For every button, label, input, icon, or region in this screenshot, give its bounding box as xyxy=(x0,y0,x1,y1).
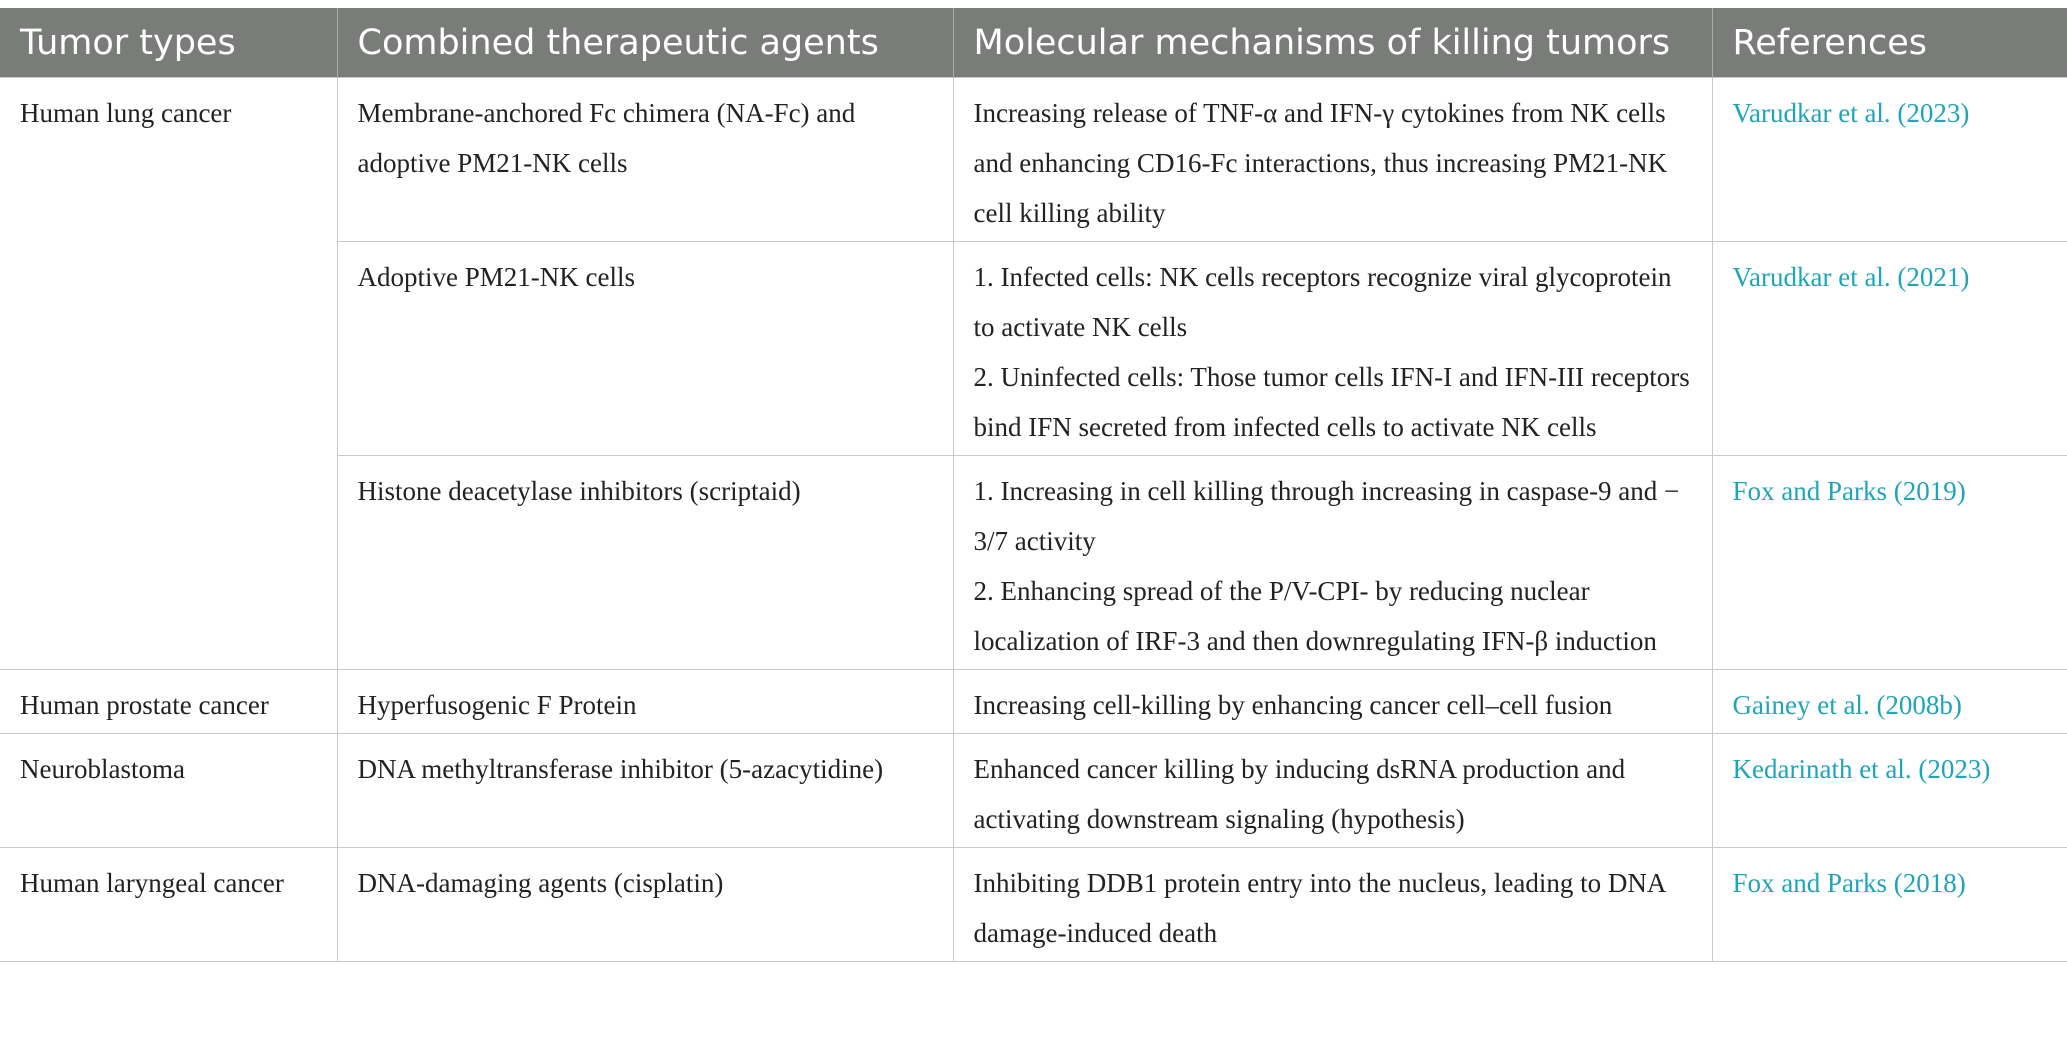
tumor-type-cell: Human lung cancer xyxy=(0,78,337,670)
reference-cell xyxy=(1712,242,2067,456)
mechanism-cell xyxy=(953,456,1712,670)
mechanism-text: 2. Uninfected cells: Those tumor cells IFN-I and IFN-III receptors bind IFN secreted from infected cells to activate NK cells xyxy=(973,362,1690,442)
mechanism-cell xyxy=(953,242,1712,456)
mechanism-text: 1. Increasing in cell killing through increasing in caspase-9 and − 3/7 activity xyxy=(973,476,1680,556)
table-row xyxy=(0,78,2067,242)
agent-cell: Hyperfusogenic F Protein xyxy=(337,670,953,734)
reference-cell xyxy=(1712,734,2067,848)
mechanism-text: Increasing release of TNF-α and IFN-γ cytokines from NK cells and enhancing CD16-Fc interactions, thus increasing PM21-NK cell killing ability xyxy=(973,98,1668,228)
table-row xyxy=(0,670,2067,734)
agent-cell: DNA-damaging agents (cisplatin) xyxy=(337,848,953,962)
mechanism-cell xyxy=(953,734,1712,848)
reference-link[interactable]: Gainey et al. (2008b) xyxy=(1732,690,1962,720)
agent-cell: Adoptive PM21-NK cells xyxy=(337,242,953,456)
mechanism-text: Enhanced cancer killing by inducing dsRNA production and activating downstream signaling (hypothesis) xyxy=(973,754,1626,834)
reference-link[interactable]: Fox and Parks (2018) xyxy=(1732,868,1966,898)
header-mechanisms: Molecular mechanisms of killing tumors xyxy=(953,8,1712,78)
mechanism-cell xyxy=(953,848,1712,962)
reference-link[interactable]: Varudkar et al. (2023) xyxy=(1732,98,1970,128)
reference-cell xyxy=(1712,848,2067,962)
agent-cell: Histone deacetylase inhibitors (scriptaid) xyxy=(337,456,953,670)
reference-link[interactable]: Fox and Parks (2019) xyxy=(1732,476,1966,506)
tumor-type-cell: Neuroblastoma xyxy=(0,734,337,848)
header-tumor-types: Tumor types xyxy=(0,8,337,78)
header-references: References xyxy=(1712,8,2067,78)
mechanism-text: Increasing cell-killing by enhancing cancer cell–cell fusion xyxy=(973,690,1613,720)
table-row xyxy=(0,848,2067,962)
therapy-table xyxy=(0,8,2067,962)
tumor-type-cell: Human laryngeal cancer xyxy=(0,848,337,962)
header-combined-agents: Combined therapeutic agents xyxy=(337,8,953,78)
table-row xyxy=(0,734,2067,848)
reference-cell xyxy=(1712,670,2067,734)
reference-cell xyxy=(1712,456,2067,670)
mechanism-text: 2. Enhancing spread of the P/V-CPI- by reducing nuclear localization of IRF-3 and then downregulating IFN-β induction xyxy=(973,576,1657,656)
mechanism-text: Inhibiting DDB1 protein entry into the nucleus, leading to DNA damage-induced death xyxy=(973,868,1665,948)
reference-link[interactable]: Kedarinath et al. (2023) xyxy=(1732,754,1991,784)
table-body xyxy=(0,78,2067,962)
mechanism-cell xyxy=(953,78,1712,242)
table-header xyxy=(0,8,2067,78)
reference-cell xyxy=(1712,78,2067,242)
agent-cell: DNA methyltransferase inhibitor (5-azacytidine) xyxy=(337,734,953,848)
mechanism-cell xyxy=(953,670,1712,734)
mechanism-text: 1. Infected cells: NK cells receptors recognize viral glycoprotein to activate NK cells xyxy=(973,262,1672,342)
reference-link[interactable]: Varudkar et al. (2021) xyxy=(1732,262,1970,292)
agent-cell: Membrane-anchored Fc chimera (NA-Fc) and adoptive PM21-NK cells xyxy=(337,78,953,242)
tumor-type-cell: Human prostate cancer xyxy=(0,670,337,734)
